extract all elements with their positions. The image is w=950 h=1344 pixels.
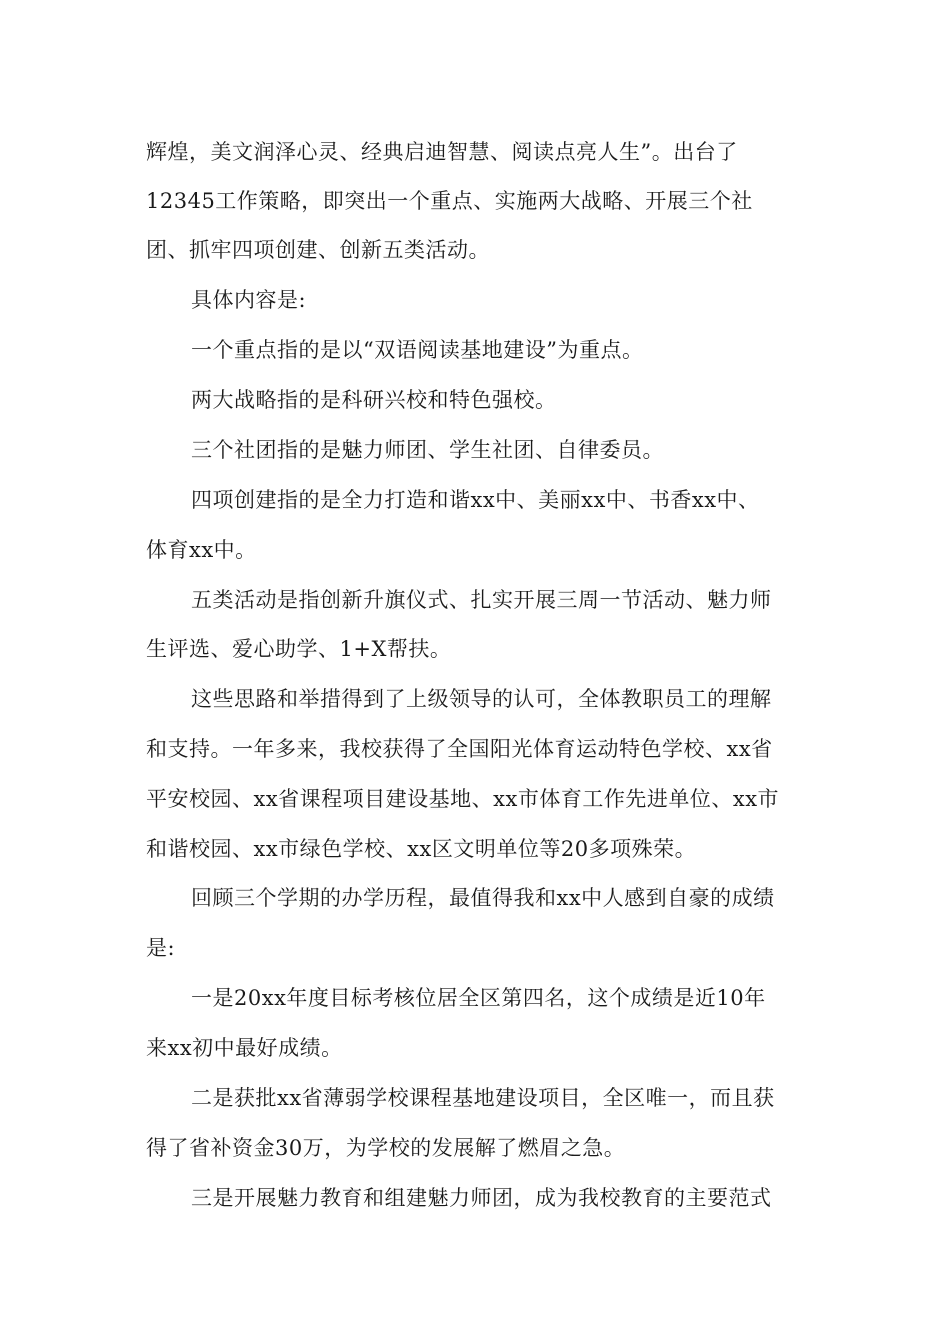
text-line-4: 具体内容是: <box>191 288 307 312</box>
text-line-17: 是: <box>146 936 176 960</box>
text-line-18: 一是20xx年度目标考核位居全区第四名，这个成绩是近10年 <box>191 986 766 1010</box>
text-line-10: 五类活动是指创新升旗仪式、扎实开展三周一节活动、魅力师 <box>191 588 772 612</box>
text-line-1: 辉煌，美文润泽心灵、经典启迪智慧、阅读点亮人生”。出台了 <box>146 140 738 164</box>
text-line-8: 四项创建指的是全力打造和谐xx中、美丽xx中、书香xx中、 <box>191 488 760 512</box>
text-line-3: 团、抓牢四项创建、创新五类活动。 <box>146 238 490 262</box>
text-line-22: 三是开展魅力教育和组建魅力师团，成为我校教育的主要范式 <box>191 1186 772 1210</box>
text-line-19: 来xx初中最好成绩。 <box>146 1036 343 1060</box>
text-line-6: 两大战略指的是科研兴校和特色强校。 <box>191 388 557 412</box>
text-line-11: 生评选、爱心助学、1+X帮扶。 <box>146 637 452 661</box>
text-line-7: 三个社团指的是魅力师团、学生社团、自律委员。 <box>191 438 664 462</box>
text-line-14: 平安校园、xx省课程项目建设基地、xx市体育工作先进单位、xx市 <box>146 787 780 811</box>
text-line-20: 二是获批xx省薄弱学校课程基地建设项目，全区唯一，而且获 <box>191 1086 775 1110</box>
text-line-21: 得了省补资金30万，为学校的发展解了燃眉之急。 <box>146 1136 626 1160</box>
text-line-16: 回顾三个学期的办学历程，最值得我和xx中人感到自豪的成绩 <box>191 886 775 910</box>
text-line-15: 和谐校园、xx市绿色学校、xx区文明单位等20多项殊荣。 <box>146 837 697 861</box>
text-line-9: 体育xx中。 <box>146 538 257 562</box>
text-line-13: 和支持。一年多来，我校获得了全国阳光体育运动特色学校、xx省 <box>146 737 773 761</box>
text-line-2: 12345工作策略，即突出一个重点、实施两大战略、开展三个社 <box>146 189 753 213</box>
text-line-5: 一个重点指的是以“双语阅读基地建设”为重点。 <box>191 338 644 362</box>
text-line-12: 这些思路和举措得到了上级领导的认可，全体教职员工的理解 <box>191 687 772 711</box>
